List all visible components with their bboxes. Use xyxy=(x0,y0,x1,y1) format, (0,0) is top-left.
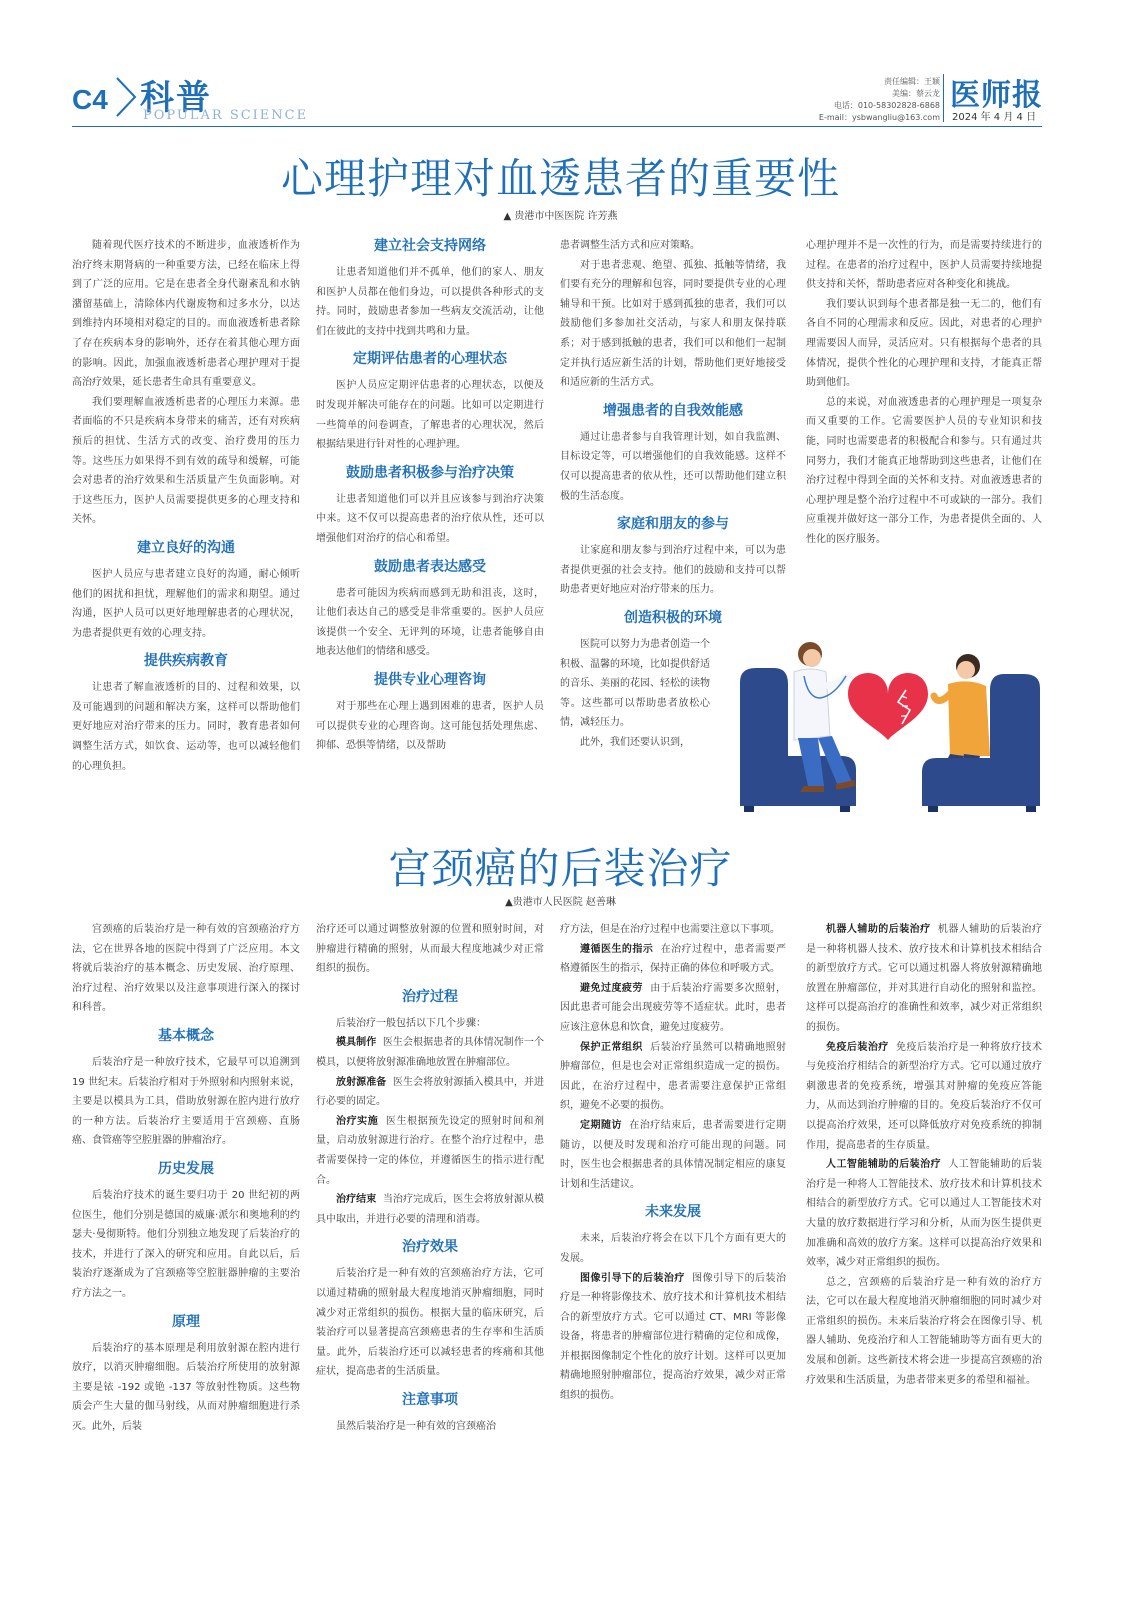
paragraph: 医院可以努力为患者创造一个积极、温馨的环境，比如提供舒适的音乐、美丽的花园、轻松的读物等。这些都可以帮助患者放松心情，减轻压力。 xyxy=(560,638,710,729)
doctor-listening-heart-illustration xyxy=(738,636,1042,814)
item-title: 机器人辅助的后装治疗 xyxy=(826,924,931,935)
paragraph: 让患者知道他们并不孤单，他们的家人、朋友和医护人员都在他们身边，可以提供各种形式的支持。同时，鼓励患者参加一些病友交流活动，让他们在彼此的支持中找到共鸣和力量。 xyxy=(316,267,544,337)
item-title: 人工智能辅助的后装治疗 xyxy=(826,1159,942,1171)
email: E-mail：ysbwangliu@163.com xyxy=(818,113,940,122)
paragraph: 对于那些在心理上遇到困难的患者，医护人员可以提供专业的心理咨询。这可能包括处理焦虑、抑郁、恐惧等情绪，以及帮助 xyxy=(316,700,544,752)
publish-date: 2024 年 4 月 4 日 xyxy=(952,112,1037,123)
paragraph xyxy=(560,1269,786,1406)
paragraph: 后装治疗技术的诞生要归功于 20 世纪初的两位医生，他们分别是德国的威廉·派尔和奥地利的约瑟夫·曼彻斯特。他们分别独立地发现了后装治疗的技术，并进行了深入的研究和应用。自此以后，后装治疗逐渐成为了宫颈癌等空腔脏器肿瘤的主要治疗方法之一。 xyxy=(72,1189,300,1299)
step-title: 治疗结束 xyxy=(336,1194,377,1206)
page-header xyxy=(0,0,1121,135)
item-text: 由于后装治疗需要多次照射，因此患者可能会出现疲劳等不适症状。此时，患者应该注意休息和饮食，避免过度疲劳。 xyxy=(560,982,786,1033)
step-title: 放射源准备 xyxy=(336,1076,387,1088)
item-text: 后装治疗虽然可以精确地照射肿瘤部位，但是也会对正常组织造成一定的损伤。因此，在治疗过程中，患者需要注意保护正常组织，避免不必要的损伤。 xyxy=(560,1041,786,1112)
paragraph: 总的来说，对血液透患者的心理护理是一项复杂而又重要的工作。它需要医护人员的专业知识和技能，同时也需要患者的积极配合和参与。只有通过共同努力，我们才能真正地帮助到这些患者，让他们在治疗过程中得到全面的关怀和支持。对血液透患者的心理护理是整个治疗过程中不可或缺的一部分。我们应重视并做好这一部分工作，为患者提供全面的、人性化的医疗服务。 xyxy=(806,396,1042,545)
step-title: 模具制作 xyxy=(336,1037,377,1049)
paragraph: 此外，我们还要认识到， xyxy=(580,736,690,748)
article1-byline: ▲ 贵港市中医医院 许芳燕 xyxy=(503,211,618,222)
chevron-right-icon xyxy=(113,76,139,118)
masthead-logo: 医师报 xyxy=(950,78,1043,113)
section-title: 科普 xyxy=(140,78,212,118)
paragraph: 让患者了解血液透析的目的、过程和效果，以及可能遇到的问题和解决方案，这样可以帮助他们更好地应对治疗带来的压力。同时，教育患者如何调整生活方式，如饮食、运动等，也可以减轻他们的心理负担。 xyxy=(72,682,300,772)
paragraph: 治疗还可以通过调整放射源的位置和照射时间，对肿瘤进行精确的照射，从而最大程度地减少对正常组织的损伤。 xyxy=(316,924,544,975)
designer: 美编：蔡云龙 xyxy=(892,89,940,98)
item-text: 图像引导下的后装治疗是一种将影像技术、放疗技术和计算机技术相结合的新型放疗方式。它可以通过 CT、MRI 等影像设备，将患者的肿瘤部位进行精确的定位和成像，并根据图像制定个性化的放疗计划。这样可以更加精确地照射肿瘤部位，提高治疗效果，减少对正常组织的损伤。 xyxy=(560,1272,786,1402)
subheading: 注意事项 xyxy=(402,1391,458,1408)
paragraph xyxy=(560,979,786,1038)
step-title: 治疗实施 xyxy=(336,1115,379,1127)
paragraph: 后装治疗是一种有效的宫颈癌治疗方法，它可以通过精确的照射最大程度地消灭肿瘤细胞，同时减少对正常组织的损伤。根据大量的临床研究，后装治疗可以显著提高宫颈癌患者的生存率和生活质量。此外，后装治疗还可以减轻患者的疼痛和其他症状，提高患者的生活质量。 xyxy=(316,1268,544,1378)
paragraph xyxy=(316,1112,544,1190)
paragraph: 让家庭和朋友参与到治疗过程中来，可以为患者提供更强的社会支持。他们的鼓励和支持可以帮助患者更好地应对治疗带来的压力。 xyxy=(560,545,786,596)
article2-column-3 xyxy=(560,920,786,1560)
subheading: 鼓励患者积极参与治疗决策 xyxy=(346,464,514,481)
subheading: 基本概念 xyxy=(158,1027,214,1044)
subheading: 未来发展 xyxy=(645,1204,701,1221)
paragraph xyxy=(560,1038,786,1116)
paragraph: 患者可能因为疾病而感到无助和沮丧，这时，让他们表达自己的感受是非常重要的。医护人员应该提供一个安全、无评判的环境，让患者能够自由地表达他们的情绪和感受。 xyxy=(316,587,544,658)
paragraph xyxy=(316,1073,544,1112)
subheading: 历史发展 xyxy=(158,1160,214,1177)
subheading: 治疗效果 xyxy=(402,1239,458,1256)
paragraph: 宫颈癌的后装治疗是一种有效的宫颈癌治疗方法，它在世界各地的医院中得到了广泛应用。本文将就后装治疗的基本概念、历史发展、治疗原理、治疗过程、治疗效果以及注意事项进行深入的探讨和科普。 xyxy=(72,924,300,1014)
paragraph: 后装治疗的基本原理是利用放射源在腔内进行放疗，以消灭肿瘤细胞。后装治疗所使用的放射源主要是铱 -192 或铯 -137 等放射性物质。这些物质会产生大量的伽马射线，从而对肿瘤细胞进行杀灭。此外，后装 xyxy=(72,1342,300,1432)
subheading: 鼓励患者表达感受 xyxy=(374,558,486,575)
subheading: 提供专业心理咨询 xyxy=(374,671,486,688)
article1-column-4 xyxy=(806,236,1042,626)
paragraph: 医护人员应与患者建立良好的沟通，耐心倾听他们的困扰和担忧，理解他们的需求和期望。通过沟通，医护人员可以更好地理解患者的心理状况，为患者提供更有效的心理支持。 xyxy=(72,568,300,639)
paragraph: 我们要理解血液透析患者的心理压力来源。患者面临的不只是疾病本身带来的痛苦，还有对疾病预后的担忧、生活方式的改变、治疗费用的压力等。这些压力如果得不到有效的疏导和缓解，可能会对患者的治疗效果和生活质量产生负面影响。对于这些压力，医护人员需要提供更多的心理支持和关怀。 xyxy=(72,396,300,526)
subheading: 家庭和朋友的参与 xyxy=(617,516,729,533)
article2-title: 宫颈癌的后装治疗 xyxy=(388,844,733,893)
paragraph xyxy=(806,1155,1042,1273)
subheading: 增强患者的自我效能感 xyxy=(603,402,743,419)
article2-byline: ▲贵港市人民医院 赵善琳 xyxy=(505,897,616,908)
subheading: 提供疾病教育 xyxy=(144,653,228,670)
paragraph: 心理护理并不是一次性的行为，而是需要持续进行的过程。在患者的治疗过程中，医护人员需要持续地提供支持和关怀，帮助患者应对各种变化和挑战。 xyxy=(806,240,1042,291)
item-title: 保护正常组织 xyxy=(580,1041,643,1053)
paragraph xyxy=(560,1116,786,1194)
paragraph: 未来，后装治疗将会在以下几个方面有更大的发展。 xyxy=(560,1233,786,1264)
paragraph: 让患者知道他们可以并且应该参与到治疗决策中来。这不仅可以提高患者的治疗依从性，还可以增强他们对治疗的信心和希望。 xyxy=(316,493,544,544)
paragraph: 虽然后装治疗是一种有效的宫颈癌治 xyxy=(336,1420,496,1432)
paragraph: 后装治疗一般包括以下几个步骤： xyxy=(336,1017,486,1029)
article1-title: 心理护理对血透患者的重要性 xyxy=(280,154,840,203)
paragraph: 疗方法，但是在治疗过程中也需要注意以下事项。 xyxy=(560,924,780,935)
article1-column-2 xyxy=(316,236,544,826)
phone: 电话：010-58302828-6868 xyxy=(833,101,940,110)
paragraph xyxy=(806,920,1042,1038)
item-title: 遵循医生的指示 xyxy=(580,943,654,955)
paragraph: 后装治疗是一种放疗技术，它最早可以追溯到 19 世纪末。后装治疗相对于外照射和内照射来说，主要是以模具为工具，借助放射源在腔内进行放疗的一种方法。后装治疗主要适用于宫颈癌、直肠癌、食管癌等空腔脏器的肿瘤治疗。 xyxy=(72,1056,300,1147)
subheading: 创造积极的环境 xyxy=(624,609,722,626)
item-text: 人工智能辅助的后装治疗是一种将人工智能技术、放疗技术和计算机技术相结合的新型放疗方式。它可以通过人工智能技术对大量的放疗数据进行学习和分析，从而为医生提供更加准确和高效的放疗方案。这样可以提高治疗效果和效率，减少对正常组织的损伤。 xyxy=(806,1159,1042,1269)
header-rule xyxy=(72,126,1042,127)
subheading: 治疗过程 xyxy=(402,988,458,1005)
paragraph: 总之，宫颈癌的后装治疗是一种有效的治疗方法，它可以在最大程度地消灭肿瘤细胞的同时减少对正常组织的损伤。未来后装治疗将会在图像引导、机器人辅助、免疫治疗和人工智能辅助等方面有更大的发展和创新。这些新技术将会进一步提高宫颈癌的治疗效果和生活质量，为患者带来更多的希望和福祉。 xyxy=(806,1276,1042,1386)
article2-column-1 xyxy=(72,920,300,1560)
paragraph: 对于患者悲观、绝望、孤独、抵触等情绪，我们要有充分的理解和包容，同时要提供专业的心理辅导和干预。比如对于感到孤独的患者，我们可以鼓励他们多参加社交活动，与家人和朋友保持联系；对于感到抵触的患者，我们可以和他们一起制定并执行适应新生活的计划，帮助他们更好地接受和适应新的生活方式。 xyxy=(560,259,786,389)
item-text: 免疫后装治疗是一种将放疗技术与免疫治疗相结合的新型治疗方式。它可以通过放疗刺激患者的免疫系统，增强其对肿瘤的免疫应答能力，从而达到治疗肿瘤的目的。免疫后装治疗不仅可以提高治疗效果，还可以降低放疗对免疫系统的抑制作用，提高患者的生存质量。 xyxy=(806,1041,1042,1151)
article2-column-4 xyxy=(806,920,1042,1560)
item-title: 避免过度疲劳 xyxy=(580,982,643,994)
item-text: 机器人辅助的后装治疗是一种将机器人技术、放疗技术和计算机技术相结合的新型放疗方式。它可以通过机器人将放射源精确地放置在肿瘤部位，并对其进行自动化的照射和监控。这样可以提高治疗的准确性和效率，减少对正常组织的损伤。 xyxy=(806,924,1042,1033)
step-text: 医生根据预先设定的照射时间和剂量，启动放射源进行治疗。在整个治疗过程中，患者需要保持一定的体位，并遵循医生的指示进行配合。 xyxy=(316,1115,544,1186)
paragraph xyxy=(316,1033,544,1072)
paragraph: 通过让患者参与自我管理计划，如自我监测、目标设定等，可以增强他们的自我效能感。这样不仅可以提高患者的依从性，还可以帮助他们建立积极的生活态度。 xyxy=(560,431,786,502)
step-text: 当治疗完成后，医生会将放射源从模具中取出，并进行必要的清理和消毒。 xyxy=(316,1194,544,1225)
paragraph: 医护人员应定期评估患者的心理状态，以便及时发现并解决可能存在的问题。比如可以定期进行一些简单的问卷调查，了解患者的心理状况，然后根据结果进行针对性的心理护理。 xyxy=(316,380,544,451)
paragraph: 随着现代医疗技术的不断进步，血液透析作为治疗终末期肾病的一种重要方法，已经在临床上得到了广泛的应用。它是在患者全身代谢紊乱和水钠潴留基础上，清除体内代谢废物和过多水分，以达到维持内环境相对稳定的目的。而血液透析患者除了存在疾病本身的影响外，还存在着其他心理方面的影响。因此，加强血液透析患者心理护理对于提高治疗效果，延长患者生命具有重要意义。 xyxy=(72,240,300,389)
divider xyxy=(943,74,944,122)
item-text: 在治疗结束后，患者需要进行定期随访，以便及时发现和治疗可能出现的问题。同时，医生也会根据患者的具体情况制定相应的康复计划和生活建议。 xyxy=(560,1119,786,1190)
subheading: 建立良好的沟通 xyxy=(137,539,235,556)
item-title: 定期随访 xyxy=(580,1119,622,1131)
step-text: 医生会将放射源插入模具中，并进行必要的固定。 xyxy=(316,1076,544,1108)
editor: 责任编辑：王颖 xyxy=(884,77,940,86)
editor-info xyxy=(800,76,940,124)
step-text: 医生会根据患者的具体情况制作一个模具，以便将放射源准确地放置在肿瘤部位。 xyxy=(316,1037,544,1068)
item-text: 在治疗过程中，患者需要严格遵循医生的指示，保持正确的体位和呼吸方式。 xyxy=(560,943,786,975)
page-number: C4 xyxy=(72,84,108,115)
paragraph xyxy=(316,1190,544,1229)
item-title: 图像引导下的后装治疗 xyxy=(580,1272,685,1284)
article1-column-1 xyxy=(72,236,300,826)
subheading: 定期评估患者的心理状态 xyxy=(353,351,507,368)
paragraph: 我们要认识到每个患者都是独一无二的，他们有各自不同的心理需求和反应。因此，对患者的心理护理需要因人而异，灵活应对。只有根据每个患者的具体情况，提供个性化的心理护理和支持，才能真正帮助到他们。 xyxy=(806,298,1042,389)
item-title: 免疫后装治疗 xyxy=(826,1041,889,1053)
paragraph xyxy=(560,940,786,979)
paragraph xyxy=(806,1038,1042,1156)
article2-column-2 xyxy=(316,920,544,1560)
subheading: 原理 xyxy=(172,1313,200,1330)
paragraph: 患者调整生活方式和应对策略。 xyxy=(560,240,700,251)
section-subtitle: POPULAR SCIENCE xyxy=(143,108,309,123)
subheading: 建立社会支持网络 xyxy=(374,238,486,254)
